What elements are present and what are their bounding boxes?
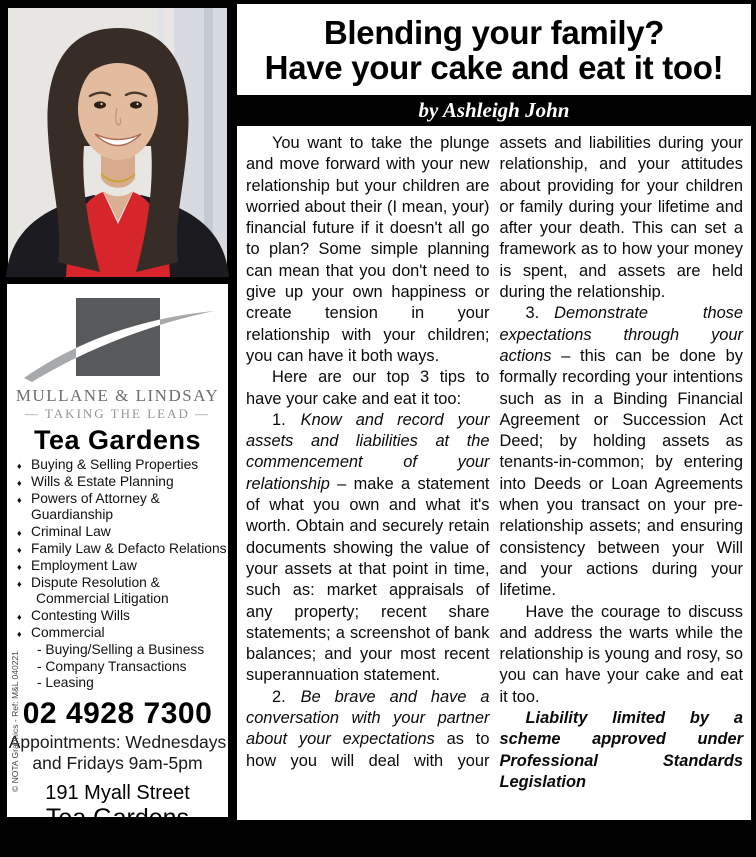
tip-number: 2. [272,687,286,706]
location-heading: Tea Gardens [33,425,202,455]
address-town: Tea Gardens [45,804,190,833]
service-item [7,491,228,525]
paragraph-tip-1 [246,410,490,687]
paragraph: Have the courage to discuss and address the warts while the relationship is young and rosy, so you can have your cake and eat it too. [499,602,743,706]
service-label: Employment Law [31,557,137,573]
service-label-line2: Commercial Litigation [36,591,169,607]
service-label: Family Law & Defacto Relations [31,540,227,556]
firm-info-panel [7,284,257,857]
service-item [7,575,228,609]
diamond-bullet-icon: ♦ [17,494,22,505]
service-subitem: - Leasing [37,675,94,691]
paragraph-tip-2 [246,687,490,772]
article-title-line1: Blending your family? [323,13,665,51]
article-column-2 [500,133,744,814]
firm-tagline: — TAKING THE LEAD — [24,406,211,421]
tip-number: 1. [272,410,286,429]
mullane-lindsay-logo [7,294,228,421]
service-item [7,457,228,474]
article-title-line2: Have your cake and eat it too! [264,48,724,86]
diamond-bullet-icon: ♦ [17,628,22,639]
logo-swoosh-graphic [16,294,220,386]
diamond-bullet-icon: ♦ [17,477,22,488]
service-item [7,541,228,558]
paragraph: Here are our top 3 tips to have your cake and eat it too: [246,368,490,408]
tip-body: – make a statement of what you own and what it's worth. Obtain and securely retain documents showing the value of your assets at that point in time, such as: market appraisals of any property; recent share statements; a screenshot of bank balances; and your most recent superannuation statement. [246,474,490,685]
website-url: www.mullanelindsay.com.au [7,835,257,857]
tip-body: – this can be done by formally recording your intentions such as in a Binding Financial Agreement or Succession Act Deed; by holding assets as tenants-in-common; by entering into Deeds or Loan Agreements when you transact on your pre-relationship assets; and ensuring consistency between your Will and your actions during your lifetime. [499,346,743,600]
tip-lead-italic: Know and record your assets and liabilities at the commencement of your relationship [246,410,490,493]
diamond-bullet-icon: ♦ [17,544,22,555]
paragraph-continuation: assets and liabilities during your relationship, and your attitudes about providing for your children or family during your lifetime and after your death. This can set a framework as to how your money is spent, and assets are held during the relationship. [499,134,743,302]
article-body [237,126,751,820]
services-list [7,457,228,692]
address-street: 191 Myall Street [45,782,190,805]
diamond-bullet-icon: ♦ [17,561,22,572]
service-label: Commercial [31,624,105,640]
appointments-line2: and Fridays 9am-5pm [32,753,203,774]
portrait-photo [8,8,227,277]
appointments-info [7,732,228,774]
service-label: Criminal Law [31,524,111,540]
article-column-1 [246,133,490,814]
tip-number: 3. [525,304,540,323]
service-label: Dispute Resolution & [31,574,160,590]
portrait-illustration [8,8,227,277]
phone-number: 02 4928 7300 [22,697,213,731]
tip-lead-italic: Demonstrate those expectations through your actions [499,304,743,365]
tip-lead-italic: Be brave and have a conversation with your partner about your expectations [246,687,490,749]
paragraph-tip-3 [500,303,744,601]
service-label: Powers of Attorney & Guardianship [31,490,160,523]
diamond-bullet-icon: ♦ [17,461,22,471]
service-subitem: - Buying/Selling a Business [37,641,205,657]
service-label: Buying & Selling Properties [31,457,199,472]
paragraph: You want to take the plunge and move forward with your new relationship but your children are worried about their (I mean, your) financial future if it doesn't all go to plan? Some simple planning can mean that you don't need to give up your own happiness or create tension in your relationship with your children; you can have it both ways. [246,134,490,365]
liability-disclaimer: Liability limited by a scheme approved under Professional Standards Legislation [499,709,743,791]
firm-name: MULLANE & LINDSAY [15,386,220,405]
service-item [7,608,228,625]
diamond-bullet-icon: ♦ [17,528,22,539]
diamond-bullet-icon: ♦ [17,578,22,589]
service-item [7,474,228,491]
diamond-bullet-icon: ♦ [17,612,22,623]
service-item [7,558,228,575]
byline: by Ashleigh John [418,98,570,122]
copyright-credit: © NOTA Graphics - Ref: M&L 040221 [10,651,20,792]
appointments-line1: Appointments: Wednesdays [8,732,227,753]
headline-box [237,4,751,95]
tip-body: as to how you will deal with your [246,730,490,770]
service-item [7,524,228,541]
article-title [265,15,724,85]
service-subitem: - Company Transactions [37,658,187,674]
service-item [7,625,228,692]
service-label: Contesting Wills [31,608,130,624]
service-label: Wills & Estate Planning [31,473,174,489]
